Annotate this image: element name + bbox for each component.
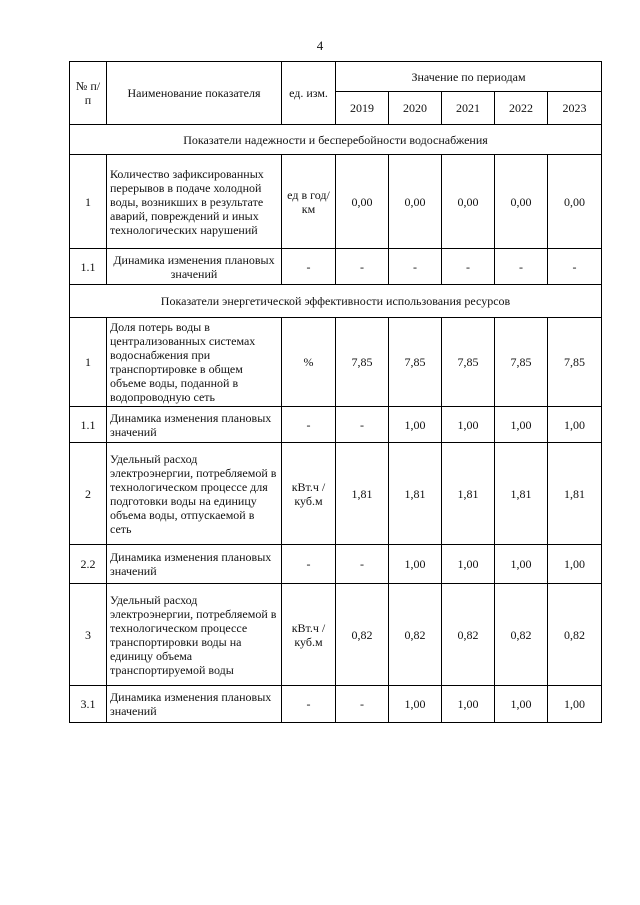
table-row (70, 249, 602, 285)
row-name: Количество зафиксированных перерывов в подаче холодной воды, возникших в результате аварий, повреждений и иных технологических нарушений (107, 155, 282, 249)
row-unit: % (282, 318, 336, 407)
row-unit: - (282, 407, 336, 443)
row-value: 1,00 (442, 686, 495, 723)
row-value: 0,00 (442, 155, 495, 249)
indicators-table (69, 61, 602, 723)
header-year: 2023 (548, 92, 602, 125)
header-year: 2021 (442, 92, 495, 125)
row-value: - (442, 249, 495, 285)
row-num: 1.1 (70, 407, 107, 443)
row-value: - (389, 249, 442, 285)
row-num: 1 (70, 155, 107, 249)
row-value: - (495, 249, 548, 285)
row-value: 1,81 (442, 443, 495, 545)
row-value: 0,82 (389, 584, 442, 686)
row-unit: ед в год/ км (282, 155, 336, 249)
table-body (70, 125, 602, 723)
row-unit: - (282, 249, 336, 285)
row-unit: кВт.ч / куб.м (282, 443, 336, 545)
header-name: Наименование показателя (107, 62, 282, 125)
section-row (70, 285, 602, 318)
row-value: 1,00 (495, 545, 548, 584)
row-name: Удельный расход электроэнергии, потребляемой в технологическом процессе для подготовки воды на единицу объема воды, отпускаемой в сеть (107, 443, 282, 545)
page-number: 4 (316, 38, 324, 53)
row-value: 1,81 (389, 443, 442, 545)
row-name: Динамика изменения плановых значений (107, 407, 282, 443)
row-value: 1,00 (495, 407, 548, 443)
row-num: 1 (70, 318, 107, 407)
table-row (70, 686, 602, 723)
row-num: 3 (70, 584, 107, 686)
row-value: 0,00 (495, 155, 548, 249)
row-value: 1,81 (336, 443, 389, 545)
row-value: 0,00 (548, 155, 602, 249)
row-value: 7,85 (442, 318, 495, 407)
row-value: 1,00 (548, 407, 602, 443)
row-unit: - (282, 686, 336, 723)
row-value: 7,85 (336, 318, 389, 407)
row-value: - (336, 545, 389, 584)
row-name: Удельный расход электроэнергии, потребляемой в технологическом процессе транспортировки воды на единицу объема транспортируемой воды (107, 584, 282, 686)
row-value: 0,82 (548, 584, 602, 686)
section-row (70, 125, 602, 155)
section-title: Показатели надежности и бесперебойности водоснабжения (70, 125, 602, 155)
table-row (70, 584, 602, 686)
row-value: - (548, 249, 602, 285)
table-row (70, 318, 602, 407)
header-year: 2022 (495, 92, 548, 125)
row-value: 1,00 (389, 407, 442, 443)
row-num: 2.2 (70, 545, 107, 584)
row-value: 0,82 (442, 584, 495, 686)
row-num: 2 (70, 443, 107, 545)
header-num: № п/п (70, 62, 107, 125)
row-value: - (336, 686, 389, 723)
row-value: 0,00 (336, 155, 389, 249)
header-year: 2019 (336, 92, 389, 125)
row-value: 0,00 (389, 155, 442, 249)
row-value: 1,81 (495, 443, 548, 545)
table-row (70, 443, 602, 545)
table-row (70, 545, 602, 584)
row-name: Доля потерь воды в централизованных системах водоснабжения при транспортировке в общем объеме воды, поданной в водопроводную сеть (107, 318, 282, 407)
row-value: 0,82 (336, 584, 389, 686)
row-unit: - (282, 545, 336, 584)
table-row (70, 407, 602, 443)
row-value: 7,85 (389, 318, 442, 407)
table-header (70, 62, 602, 125)
table-row (70, 155, 602, 249)
row-value: 1,00 (548, 545, 602, 584)
row-value: 1,00 (389, 545, 442, 584)
row-value: 1,00 (442, 407, 495, 443)
row-value: 1,00 (495, 686, 548, 723)
row-num: 1.1 (70, 249, 107, 285)
row-value: 7,85 (495, 318, 548, 407)
row-value: 0,82 (495, 584, 548, 686)
row-value: 1,00 (389, 686, 442, 723)
section-title: Показатели энергетической эффективности использования ресурсов (70, 285, 602, 318)
header-periods: Значение по периодам (336, 62, 602, 92)
row-name: Динамика изменения плановых значений (107, 249, 282, 285)
row-value: 1,00 (442, 545, 495, 584)
row-value: 1,00 (548, 686, 602, 723)
row-value: - (336, 407, 389, 443)
row-name: Динамика изменения плановых значений (107, 686, 282, 723)
header-unit: ед. изм. (282, 62, 336, 125)
row-value: 1,81 (548, 443, 602, 545)
row-value: 7,85 (548, 318, 602, 407)
row-unit: кВт.ч / куб.м (282, 584, 336, 686)
row-value: - (336, 249, 389, 285)
header-year: 2020 (389, 92, 442, 125)
row-name: Динамика изменения плановых значений (107, 545, 282, 584)
row-num: 3.1 (70, 686, 107, 723)
